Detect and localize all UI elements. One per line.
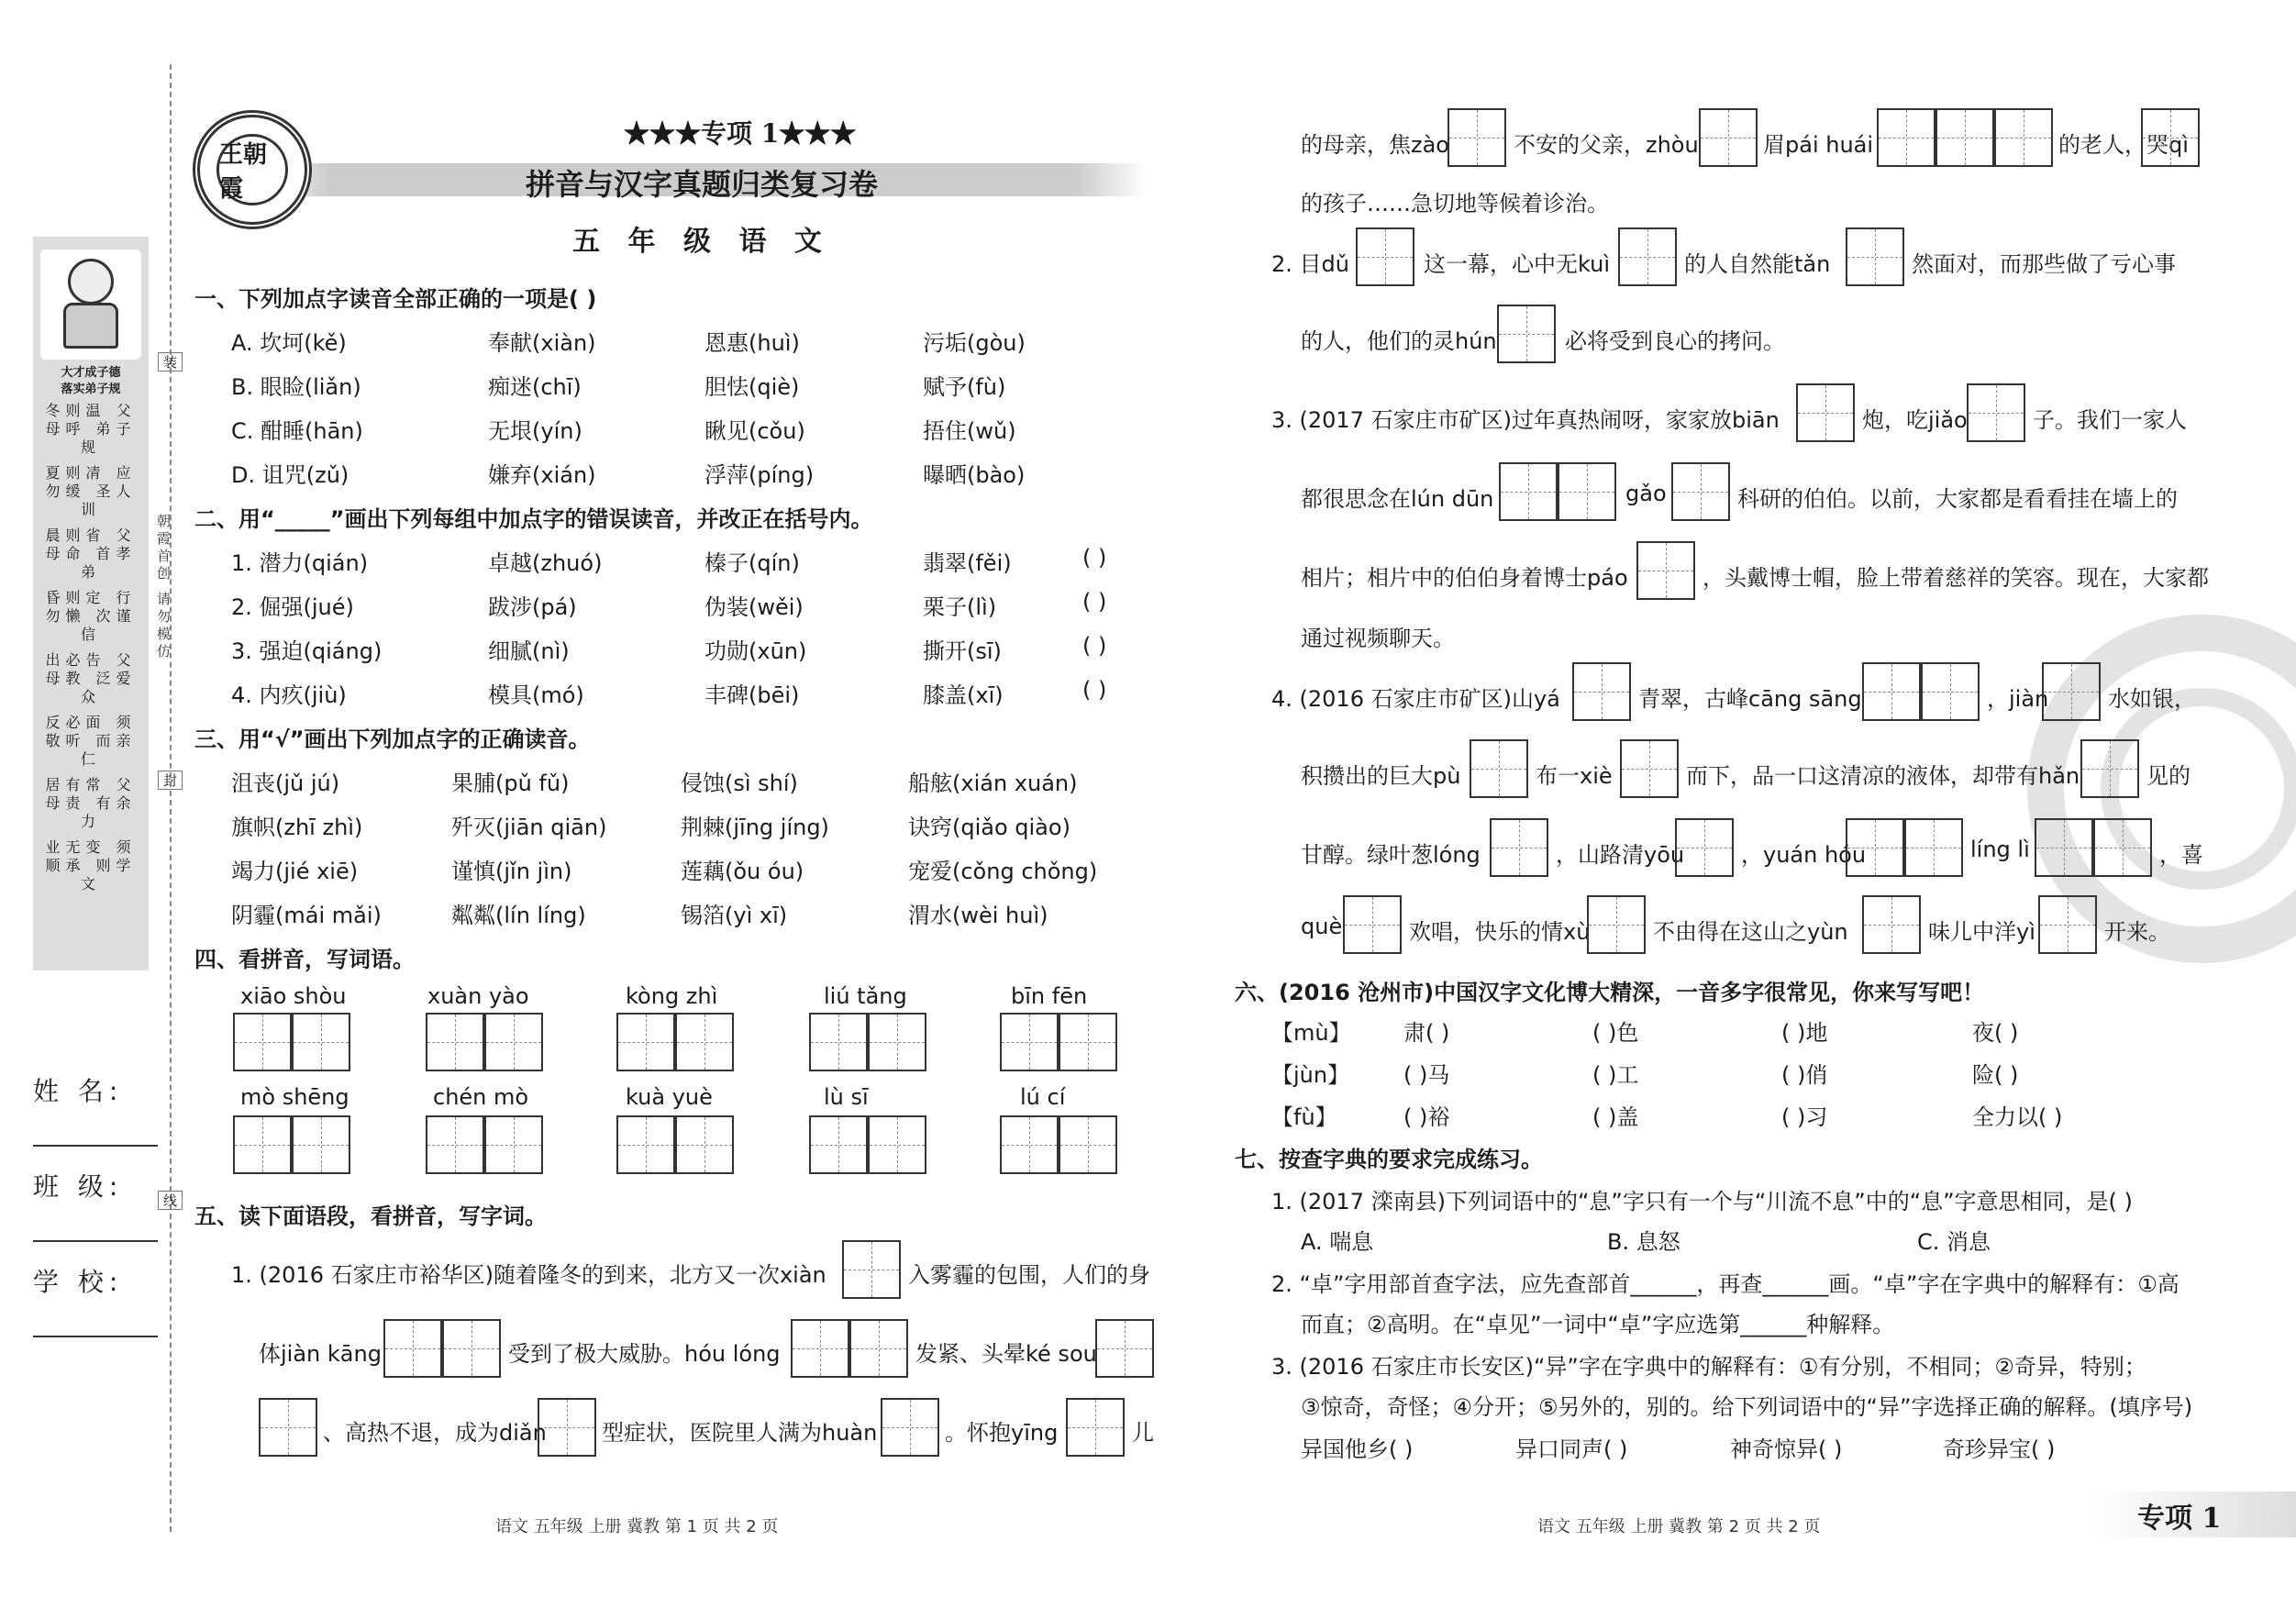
word-item: 1. 潜力(qián)	[231, 550, 369, 576]
school-input-line[interactable]	[33, 1336, 158, 1337]
poem-line: 反必面 须敬听 而亲仁	[45, 714, 137, 768]
char-box[interactable]	[484, 1013, 543, 1071]
char-box[interactable]	[881, 1398, 939, 1457]
fill-item[interactable]: 夜( )	[1972, 1020, 2019, 1046]
name-input-line[interactable]	[33, 1145, 158, 1147]
char-box[interactable]	[1497, 305, 1556, 363]
series-tag: ★★★专项 1★★★	[624, 118, 857, 149]
char-box[interactable]	[849, 1319, 908, 1378]
mascot-icon	[40, 250, 141, 360]
word-item[interactable]: 竭力(jié xiē)	[231, 859, 359, 884]
word-item: 榛子(qín)	[704, 550, 800, 576]
word-item[interactable]: 荆棘(jīng jíng)	[681, 815, 829, 840]
char-box[interactable]	[1936, 108, 1994, 167]
char-box[interactable]	[292, 1115, 350, 1174]
char-box[interactable]	[616, 1115, 675, 1174]
page-footer-left: 语文 五年级 上册 冀教 第 1 页 共 2 页	[495, 1517, 779, 1536]
char-box[interactable]	[1846, 818, 1904, 877]
passage-text: 科研的伯伯。以前，大家都是看看挂在墙上的	[1737, 486, 2178, 512]
word-item: 跋涉(pá)	[488, 594, 577, 620]
char-box[interactable]	[809, 1115, 868, 1174]
fill-item[interactable]: ( )俏	[1781, 1062, 1828, 1088]
option-item: 嫌弃(xián)	[488, 462, 596, 488]
char-box[interactable]	[1499, 462, 1558, 521]
char-box[interactable]	[442, 1319, 501, 1378]
option-item: D. 诅咒(zǔ)	[231, 462, 349, 488]
char-box[interactable]	[1059, 1115, 1117, 1174]
question-text: 2. “卓”字用部首查字法，应先查部首______，再查______画。“卓”字在字典中的解释有：①高	[1271, 1271, 2180, 1297]
fill-item[interactable]: ( )色	[1592, 1020, 1639, 1046]
char-box[interactable]	[1343, 895, 1402, 954]
char-box[interactable]	[2093, 818, 2152, 877]
page-footer-right: 语文 五年级 上册 冀教 第 2 页 共 2 页	[1537, 1517, 1821, 1536]
binding-line	[170, 64, 172, 1532]
char-box[interactable]	[1877, 108, 1936, 167]
fill-item[interactable]: 奇珍异宝( )	[1943, 1436, 2056, 1462]
passage-text: 见的	[2146, 763, 2191, 789]
char-box[interactable]	[1994, 108, 2053, 167]
pinyin-label: lù sī	[824, 1084, 869, 1110]
passage-text: 不由得在这山之yùn	[1653, 919, 1848, 945]
pinyin-label: kuà yuè	[626, 1084, 713, 1110]
word-item[interactable]: 诀窍(qiǎo qiào)	[908, 815, 1070, 840]
section-1-heading: 一、下列加点字读音全部正确的一项是( )	[194, 286, 597, 312]
passage-text: 水如银，	[2108, 686, 2196, 712]
brand-logo: 王朝霞	[193, 110, 312, 229]
passage-text: 不安的父亲，zhòu	[1514, 132, 1699, 158]
word-item[interactable]: 宠爱(cǒng chǒng)	[908, 859, 1098, 884]
char-box[interactable]	[2080, 739, 2139, 798]
passage-text: ，头戴博士帽，脸上带着慈祥的笑容。现在，大家都	[1703, 565, 2209, 591]
char-box[interactable]	[1447, 108, 1506, 167]
passage-text: 开来。	[2104, 919, 2170, 945]
word-item: 丰碑(bēi)	[704, 682, 800, 708]
passage-text: 1. (2016 石家庄市裕华区)随着隆冬的到来，北方又一次xiàn	[231, 1262, 826, 1288]
char-box[interactable]	[1356, 227, 1414, 286]
side-label-seal: 封	[158, 771, 183, 790]
passage-text: 的孩子……急切地等候着诊治。	[1301, 191, 1609, 216]
option-item: A. 坎坷(kě)	[231, 330, 347, 356]
passage-text: 。怀抱yīng	[945, 1420, 1059, 1446]
option-item: C. 酣睡(hān)	[231, 418, 363, 444]
fill-item[interactable]: ( )裕	[1403, 1104, 1450, 1130]
passage-text: gǎo	[1625, 481, 1667, 506]
char-box[interactable]	[1862, 895, 1921, 954]
word-item[interactable]: 沮丧(jǔ jú)	[231, 771, 340, 796]
option-item: B. 眼睑(liǎn)	[231, 374, 361, 400]
char-box[interactable]	[675, 1013, 734, 1071]
passage-text: 4. (2016 石家庄市矿区)山yá	[1271, 686, 1560, 712]
char-box[interactable]	[1846, 227, 1904, 286]
char-box[interactable]	[1904, 818, 1963, 877]
char-box[interactable]	[1921, 662, 1980, 721]
class-label: 班 级:	[33, 1171, 124, 1202]
char-box[interactable]	[538, 1398, 596, 1457]
motto-text: 大才成子德 落实弟子规	[61, 366, 121, 396]
word-item[interactable]: 渭水(wèi huì)	[908, 903, 1048, 928]
char-box[interactable]	[383, 1319, 442, 1378]
word-item[interactable]: 阴霾(mái mǎi)	[231, 903, 382, 928]
char-box[interactable]	[791, 1319, 849, 1378]
fill-item[interactable]: 神奇惊异( )	[1730, 1436, 1843, 1462]
option-item[interactable]: B. 息怒	[1607, 1229, 1680, 1255]
passage-text: 体jiàn kāng	[259, 1341, 382, 1367]
word-item[interactable]: 粼粼(lín líng)	[451, 903, 586, 928]
option-item: 赋予(fù)	[923, 374, 1006, 400]
pinyin-label: kòng zhì	[626, 983, 718, 1009]
school-label: 学 校:	[33, 1267, 124, 1297]
word-item: 3. 强迫(qiáng)	[231, 638, 383, 664]
char-box[interactable]	[809, 1013, 868, 1071]
question-text: ③惊奇，奇怪；④分开；⑤另外的，别的。给下列词语中的“异”字选择正确的解释。(填序号)	[1301, 1394, 2193, 1420]
option-item: 浮萍(píng)	[704, 462, 815, 488]
word-item: 膝盖(xī)	[923, 682, 1004, 708]
option-item: 恩惠(huì)	[704, 330, 800, 356]
word-item[interactable]: 锡箔(yì xī)	[681, 903, 788, 928]
side-label-bind: 装	[158, 352, 183, 372]
passage-text: 的人自然能tǎn	[1684, 251, 1831, 277]
word-item: 翡翠(fěi)	[923, 550, 1012, 576]
answer-paren[interactable]: ( )	[1082, 589, 1107, 615]
char-box[interactable]	[1490, 818, 1548, 877]
char-box[interactable]	[1587, 895, 1646, 954]
passage-text: ，喜	[2159, 842, 2203, 868]
char-box[interactable]	[1636, 541, 1695, 600]
word-item: 栗子(lì)	[923, 594, 997, 620]
passage-text: 炮，吃jiǎo	[1862, 407, 1968, 433]
question-text: 而直；②高明。在“卓见”一词中“卓”字应选第______种解释。	[1301, 1312, 1895, 1337]
fill-item[interactable]: 全力以( )	[1972, 1104, 2063, 1130]
class-input-line[interactable]	[33, 1240, 158, 1242]
section-4-heading: 四、看拼音，写词语。	[194, 947, 415, 972]
passage-text: 的母亲，焦zào	[1301, 132, 1449, 158]
word-item: 2. 倔强(jué)	[231, 594, 354, 620]
word-item: 伪装(wěi)	[704, 594, 804, 620]
poem-line: 业无变 须顺承 则学文	[45, 838, 137, 893]
passage-text: 、高热不退，成为diǎn	[323, 1420, 547, 1446]
passage-text: 相片；相片中的伯伯身着博士páo	[1301, 565, 1628, 591]
word-item: 功勋(xūn)	[704, 638, 807, 664]
option-item: 奉献(xiàn)	[488, 330, 596, 356]
poem-line: 冬则温 父母呼 弟子规	[45, 402, 137, 456]
question-text: 3. (2016 石家庄市长安区)“异”字在字典中的解释有：①有分别，不相同；②奇异，特别；	[1271, 1354, 2146, 1380]
fill-item[interactable]: 异口同声( )	[1515, 1436, 1628, 1462]
passage-text: ，jiàn	[1987, 686, 2049, 712]
option-item[interactable]: A. 喘息	[1301, 1229, 1374, 1255]
poem-list	[40, 402, 141, 952]
passage-text: 眉pái huái	[1763, 132, 1874, 158]
char-box[interactable]	[1059, 1013, 1117, 1071]
motto-panel	[33, 237, 149, 970]
passage-text: 的老人，哭qì	[2058, 132, 2189, 158]
passage-text: 青翠，古峰cāng sāng	[1638, 686, 1862, 712]
pinyin-label: 【jùn】	[1271, 1062, 1350, 1088]
passage-text: 子。我们一家人	[2033, 407, 2187, 433]
char-box[interactable]	[1618, 227, 1677, 286]
passage-text: 必将受到良心的拷问。	[1565, 328, 1785, 354]
series-tag-footer: 专项 1	[2137, 1503, 2222, 1535]
passage-text: 3. (2017 石家庄市矿区)过年真热闹呀，家家放biān	[1271, 407, 1780, 433]
option-item[interactable]: C. 消息	[1917, 1229, 1991, 1255]
poem-line: 晨则省 父母命 首孝弟	[45, 527, 137, 581]
passage-text: 欢唱，快乐的情xù	[1409, 919, 1591, 945]
char-box[interactable]	[2042, 662, 2101, 721]
answer-paren[interactable]: ( )	[1082, 545, 1107, 571]
char-box[interactable]	[1796, 383, 1855, 442]
page-title: 拼音与汉字真题归类复习卷	[525, 167, 878, 202]
char-box[interactable]	[1558, 462, 1616, 521]
word-item: 撕开(sī)	[923, 638, 1002, 664]
answer-paren[interactable]: ( )	[1082, 677, 1107, 703]
char-box[interactable]	[292, 1013, 350, 1071]
passage-text: 的人，他们的灵hún	[1301, 328, 1497, 354]
passage-text: ，山路清yōu	[1556, 842, 1685, 868]
word-item[interactable]: 旗帜(zhī zhì)	[231, 815, 363, 840]
section-6-heading: 六、(2016 沧州市)中国汉字文化博大精深，一音多字很常见，你来写写吧！	[1235, 980, 1985, 1005]
char-box[interactable]	[233, 1013, 292, 1071]
fill-item[interactable]: 肃( )	[1403, 1020, 1450, 1046]
option-item: 污垢(gòu)	[923, 330, 1026, 356]
word-item: 细腻(nì)	[488, 638, 570, 664]
passage-text: 味儿中洋yì	[1928, 919, 2035, 945]
option-item: 瞅见(cǒu)	[704, 418, 805, 444]
passage-text: 受到了极大威胁。hóu lóng	[508, 1341, 781, 1367]
fill-item[interactable]: ( )马	[1403, 1062, 1450, 1088]
fill-item[interactable]: 异国他乡( )	[1301, 1436, 1414, 1462]
passage-text: 甘醇。绿叶葱lóng	[1301, 842, 1481, 868]
passage-text: 然面对，而那些做了亏心事	[1912, 251, 2176, 277]
char-box[interactable]	[1671, 462, 1730, 521]
passage-text: 型症状，医院里人满为huàn	[602, 1420, 878, 1446]
char-box[interactable]	[675, 1115, 734, 1174]
char-box[interactable]	[842, 1240, 901, 1299]
char-box[interactable]	[233, 1115, 292, 1174]
fill-item[interactable]: 险( )	[1972, 1062, 2019, 1088]
passage-text: 积攒出的巨大pù	[1301, 763, 1461, 789]
answer-paren[interactable]: ( )	[1082, 633, 1107, 659]
poem-line: 出必告 父母教 泛爱众	[45, 651, 137, 705]
word-item[interactable]: 船舷(xián xuán)	[908, 771, 1078, 796]
section-5-heading: 五、读下面语段，看拼音，写字词。	[194, 1203, 547, 1229]
passage-text: què	[1301, 914, 1343, 939]
option-item: 痴迷(chī)	[488, 374, 582, 400]
poem-line: 夏则凊 应勿缓 圣人训	[45, 464, 137, 518]
option-item: 捂住(wǔ)	[923, 418, 1016, 444]
passage-text: 2. 目dǔ	[1271, 251, 1349, 277]
pinyin-label: liú tǎng	[824, 983, 907, 1009]
pinyin-label: lú cí	[1020, 1084, 1066, 1110]
pinyin-label: xiāo shòu	[240, 983, 347, 1009]
passage-text: 入雾霾的包围，人们的身	[908, 1262, 1150, 1288]
char-box[interactable]	[426, 1013, 484, 1071]
pinyin-label: bīn fēn	[1011, 983, 1088, 1009]
char-box[interactable]	[1000, 1115, 1059, 1174]
word-item[interactable]: 谨慎(jǐn jìn)	[451, 859, 572, 884]
char-box[interactable]	[1699, 108, 1758, 167]
section-7-heading: 七、按查字典的要求完成练习。	[1235, 1147, 1543, 1172]
passage-text: ，yuán hóu	[1741, 842, 1867, 868]
word-item[interactable]: 果脯(pǔ fǔ)	[451, 771, 570, 796]
fill-item[interactable]: ( )盖	[1592, 1104, 1639, 1130]
passage-text: 布一xiè	[1536, 763, 1613, 789]
passage-text: 都很思念在lún dūn	[1301, 486, 1494, 512]
char-box[interactable]	[2038, 895, 2097, 954]
word-item: 4. 内疚(jiù)	[231, 682, 347, 708]
question-text: 1. (2017 滦南县)下列词语中的“息”字只有一个与“川流不息”中的“息”字意思相同，是( )	[1271, 1189, 2133, 1214]
name-label: 姓 名:	[33, 1076, 124, 1106]
char-box[interactable]	[1572, 662, 1631, 721]
word-item: 模具(mó)	[488, 682, 584, 708]
passage-text: 通过视频聊天。	[1301, 626, 1455, 651]
fill-item[interactable]: ( )习	[1781, 1104, 1828, 1130]
char-box[interactable]	[2141, 108, 2200, 167]
char-box[interactable]	[1620, 739, 1679, 798]
pinyin-label: mò shēng	[240, 1084, 349, 1110]
char-box[interactable]	[484, 1115, 543, 1174]
page-subtitle: 五 年 级 语 文	[572, 226, 831, 258]
pinyin-label: xuàn yào	[427, 983, 529, 1009]
char-box[interactable]	[868, 1013, 926, 1071]
char-box[interactable]	[1095, 1319, 1154, 1378]
poem-line: 居有常 父母责 有余力	[45, 776, 137, 830]
option-item: 胆怯(qiè)	[704, 374, 800, 400]
pinyin-label: 【fù】	[1271, 1104, 1337, 1130]
char-box[interactable]	[1470, 739, 1528, 798]
passage-text: líng lì	[1970, 837, 2030, 862]
char-box[interactable]	[1000, 1013, 1059, 1071]
word-item: 卓越(zhuó)	[488, 550, 603, 576]
char-box[interactable]	[259, 1398, 317, 1457]
side-note-copyright: 朝霞首创 请勿模仿	[155, 514, 172, 661]
pinyin-label: chén mò	[433, 1084, 529, 1110]
option-item: 曝晒(bào)	[923, 462, 1026, 488]
char-box[interactable]	[1675, 818, 1734, 877]
char-box[interactable]	[616, 1013, 675, 1071]
section-2-heading: 二、用“_____”画出下列每组中加点字的错误读音，并改正在括号内。	[194, 506, 873, 532]
char-box[interactable]	[1967, 383, 2025, 442]
section-3-heading: 三、用“√”画出下列加点字的正确读音。	[194, 726, 591, 752]
passage-text: 儿	[1132, 1420, 1154, 1446]
char-box[interactable]	[1862, 662, 1921, 721]
word-item[interactable]: 歼灭(jiān qiān)	[451, 815, 607, 840]
word-item[interactable]: 侵蚀(sì shí)	[681, 771, 798, 796]
side-label-line: 线	[158, 1191, 183, 1210]
char-box[interactable]	[2035, 818, 2093, 877]
passage-text: 这一幕，心中无kuì	[1424, 251, 1611, 277]
char-box[interactable]	[1066, 1398, 1125, 1457]
pinyin-label: 【mù】	[1271, 1020, 1351, 1046]
passage-text: 发紧、头晕ké sou	[915, 1341, 1097, 1367]
passage-text: 而下，品一口这清凉的液体，却带有hǎn	[1686, 763, 2080, 789]
poem-line: 昏则定 行勿懒 次谨信	[45, 589, 137, 643]
char-box[interactable]	[426, 1115, 484, 1174]
fill-item[interactable]: ( )地	[1781, 1020, 1828, 1046]
fill-item[interactable]: ( )工	[1592, 1062, 1639, 1088]
char-box[interactable]	[868, 1115, 926, 1174]
option-item: 无垠(yín)	[488, 418, 582, 444]
word-item[interactable]: 莲藕(ǒu óu)	[681, 859, 804, 884]
